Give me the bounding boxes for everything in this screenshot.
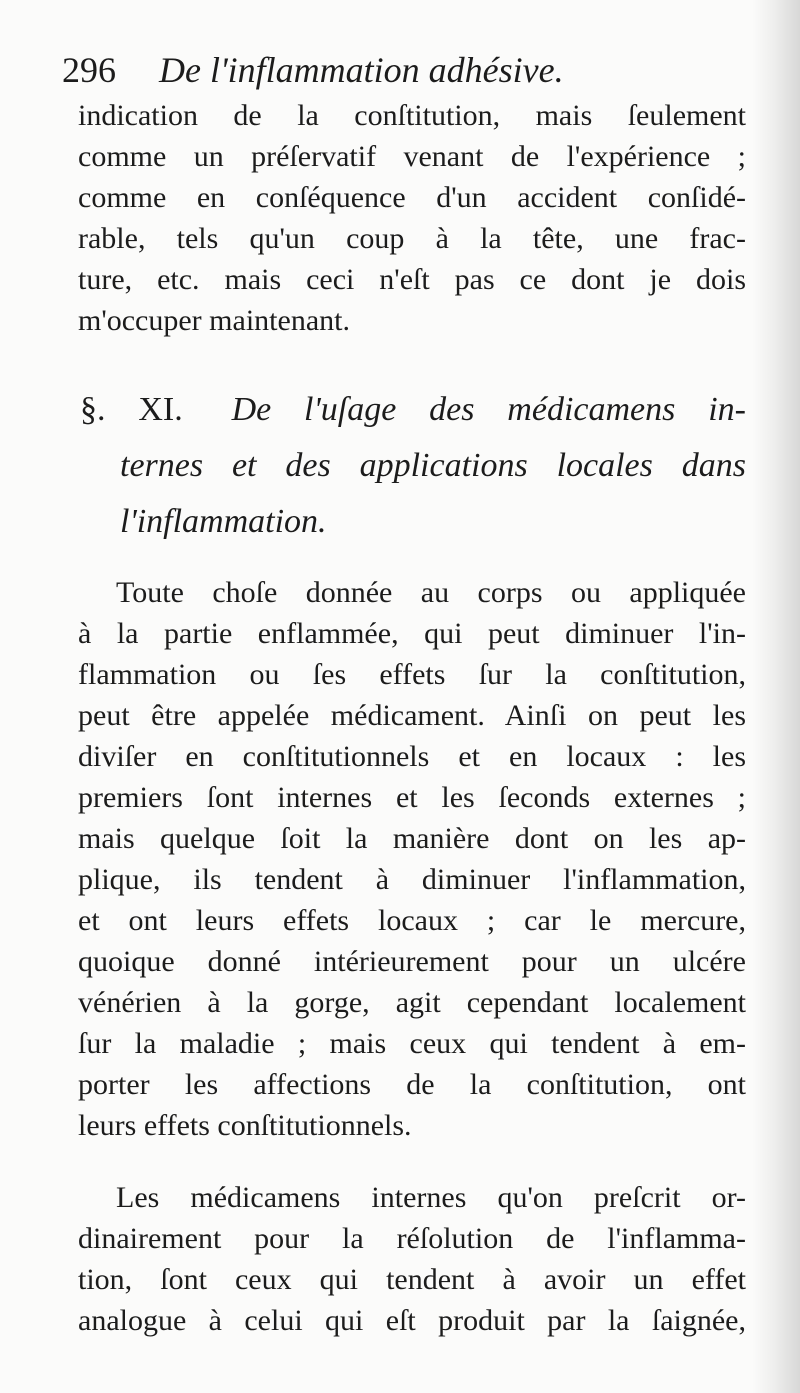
text-line: Toute choſe donnée au corps ou appliquée [116, 576, 746, 609]
paragraph-continuation [78, 95, 746, 341]
paragraph [78, 572, 746, 1146]
text-line: mais quelque ſoit la manière dont on les ap- [78, 822, 746, 855]
paragraph [78, 1177, 746, 1341]
section-heading [80, 382, 746, 550]
text-line: quoique donné intérieurement pour un ulcére [78, 945, 746, 978]
running-title: De l'inflammation adhésive. [159, 50, 564, 90]
text-line: et ont leurs effets locaux ; car le mercure, [78, 904, 746, 937]
section-heading-line [80, 382, 746, 438]
text-line: m'occuper maintenant. [78, 304, 350, 337]
section-title-line: De l'uſage des médicamens in- [231, 391, 746, 428]
section-title-line: l'inflammation. [120, 503, 327, 540]
text-line: Les médicamens internes qu'on preſcrit or- [116, 1181, 746, 1214]
page-edge-shadow [752, 0, 800, 1393]
text-line: leurs effets conſtitutionnels. [78, 1109, 412, 1142]
text-line: flammation ou ſes effets ſur la conſtitution, [78, 658, 746, 691]
section-heading-line [80, 438, 746, 494]
section-heading-line [80, 494, 746, 550]
text-line: tion, ſont ceux qui tendent à avoir un effet [78, 1263, 746, 1296]
text-line: rable, tels qu'un coup à la tête, une frac- [78, 222, 746, 255]
text-line: comme en conſéquence d'un accident conſidé- [78, 181, 746, 214]
text-line: à la partie enflammée, qui peut diminuer l'in- [78, 617, 746, 650]
text-line: ſur la maladie ; mais ceux qui tendent à em- [78, 1027, 746, 1060]
running-header [62, 40, 742, 100]
section-title-line: ternes et des applications locales dans [120, 447, 746, 484]
text-line: plique, ils tendent à diminuer l'inflammation, [78, 863, 746, 896]
text-line: peut être appelée médicament. Ainſi on peut les [78, 699, 746, 732]
text-line: vénérien à la gorge, agit cependant localement [78, 986, 746, 1019]
text-line: comme un préſervatif venant de l'expérience ; [78, 140, 746, 173]
text-line: dinairement pour la réſolution de l'inflamma- [78, 1222, 746, 1255]
page-number: 296 [62, 50, 116, 90]
text-line: indication de la conſtitution, mais ſeulement [78, 99, 746, 132]
text-line: porter les affections de la conſtitution, ont [78, 1068, 746, 1101]
text-line: premiers ſont internes et les ſeconds externes ; [78, 781, 746, 814]
text-line: ture, etc. mais ceci n'eſt pas ce dont je dois [78, 263, 746, 296]
section-number: §. XI. [80, 391, 183, 428]
text-line: analogue à celui qui eſt produit par la ſaignée, [78, 1304, 746, 1337]
text-line: diviſer en conſtitutionnels et en locaux : les [78, 740, 746, 773]
